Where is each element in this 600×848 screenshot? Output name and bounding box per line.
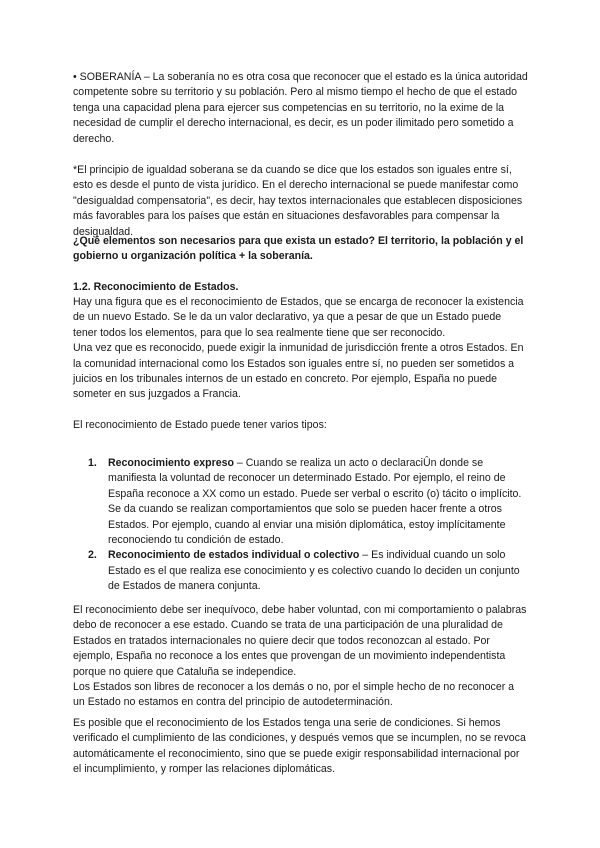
final-section — [73, 603, 528, 711]
soberania-text: – La soberanía no es otra cosa que reconocer que el estado es la única autoridad competente sobre su territorio y su población. Pero al mismo tiempo el hecho de que el estado tenga una capacidad plena para ejercer sus competencias en su territorio, no la exime de la necesidad de cumplir el derecho internacional, es decir, es un poder ilimitado pero sometido a derecho. — [73, 71, 528, 145]
igualdad-paragraph: *El principio de igualdad soberana se da cuando se dice que los estados son iguales entre sí, esto es desde el punto de vista jurídico. En el derecho internacional se puede manifestar como "desigualdad compensatoria", es decir, hay textos internacionales que establecen disposiciones más favorables para los países que están en situaciones desfavorables para compensar la desigualdad. — [73, 164, 523, 238]
list-item-number: 1. — [88, 457, 97, 469]
soberania-label: • SOBERANÍA — [73, 71, 141, 83]
list-item-number: 2. — [88, 549, 97, 562]
list-item-term: Reconocimiento expreso — [108, 457, 234, 469]
final-paragraph-1: El reconocimiento debe ser inequívoco, debe haber voluntad, con mi comportamiento o palabras debo de reconocer a ese estado. Cuando se trata de una participación de una pluralidad de Estados en tratados internacionales no quiere decir que todos reconozcan al estado. Por ejemplo, España no reconoce a los entes que provengan de un movimiento independentista porque no quiere que Cataluña se independice. — [73, 604, 527, 678]
section-heading: 1.2. Reconocimiento de Estados. — [73, 281, 239, 293]
soberania-paragraph — [73, 70, 528, 147]
list-item — [73, 456, 528, 548]
section-body — [73, 295, 528, 433]
final-paragraph-2: Los Estados son libres de reconocer a los demás o no, por el simple hecho de no reconocer a un Estado no estamos en contra del principio de autodeterminación. — [73, 681, 515, 709]
section-paragraph-3: El reconocimiento de Estado puede tener varios tipos: — [73, 418, 327, 431]
question-paragraph: ¿Qué elementos son necesarios para que exista un estado? El territorio, la población y el gobierno u organización política + la soberanía. — [73, 235, 524, 263]
recognition-types-list — [73, 456, 528, 595]
final-paragraph-3: Es posible que el reconocimiento de los Estados tenga una serie de condiciones. Si hemos verificado el cumplimiento de las condiciones, y después vemos que se incumplen, no se revoca automáticamente el reconocimiento, sino que se puede exigir responsabilidad internacional por el incumplimiento, y romper las relaciones diplomáticas. — [73, 717, 526, 776]
list-item-text: – Cuando se realiza un acto o declaraciÛn donde se manifiesta la voluntad de reconocer un determinado Estado. Por ejemplo, el reino de España reconoce a XX como un estado. Puede ser verbal o escrito (o) tácito o implícito. Se da cuando se realizan comportamientos que solo se pueden hacer frente a otros Estados. Por ejemplo, cuando al enviar una misión diplomática, estoy implícitamente reconociendo tu condición de estado. — [108, 457, 522, 547]
list-item-text: – Es individual cuando un solo Estado es el que realiza ese conocimiento y es colectivo cuando lo deciden un conjunto de Estados de manera conjunta. — [108, 549, 520, 593]
section-paragraph-2: Una vez que es reconocido, puede exigir la inmunidad de jurisdicción frente a otros Estados. En la comunidad internacional como los Estados son iguales entre sí, no pueden ser sometidos a juicios en los tribunales internos de un estado en concreto. Por ejemplo, España no puede someter en sus juzgados a Francia. — [73, 342, 524, 401]
list-item-term: Reconocimiento de estados individual o colectivo — [108, 549, 360, 562]
list-item — [73, 548, 528, 594]
section-paragraph-1: Hay una figura que es el reconocimiento de Estados, que se encarga de reconocer la existencia de un nuevo Estado. Se le da un valor declarativo, ya que a pesar de que un Estado puede tener todos los elementos, para que lo sea realmente tiene que ser reconocido. — [73, 296, 524, 339]
